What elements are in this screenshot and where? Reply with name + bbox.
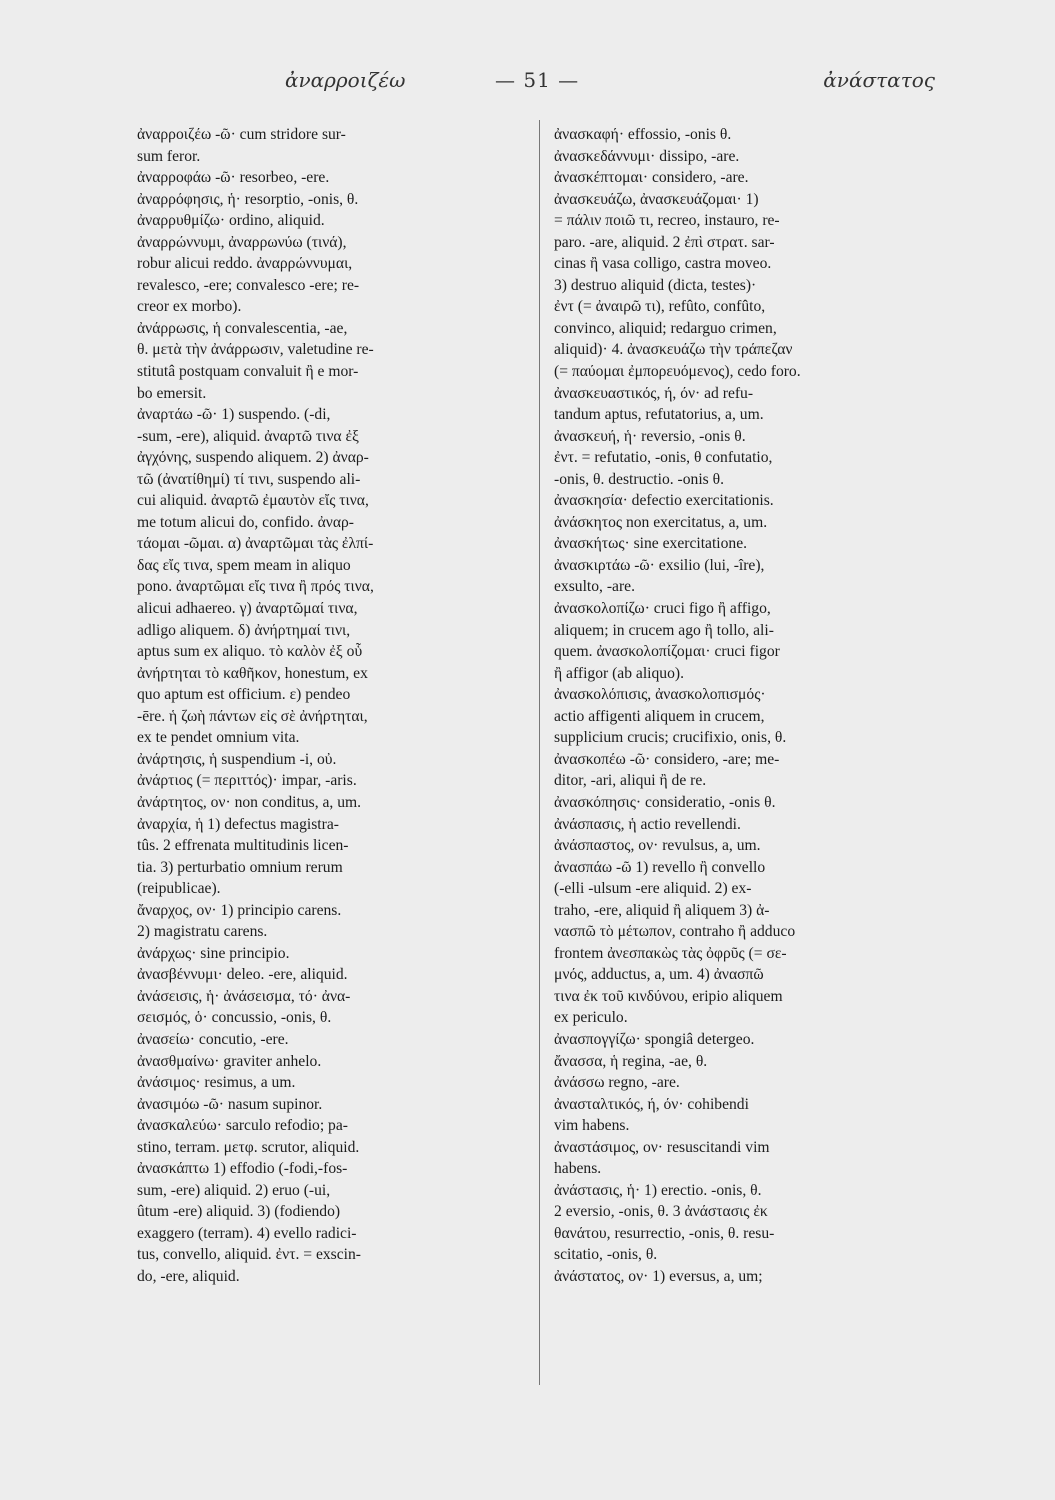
dictionary-line: revalesco, -ere; convalesco -ere; re- [137, 276, 360, 294]
dictionary-line: quo aptum est officium. ε) pendeo [137, 686, 351, 704]
dictionary-line: alicui adhaereo. γ) ἀναρτῶμαί τινα, [137, 600, 358, 618]
dictionary-line: ἀνασκεδάννυμι· dissipo, -are. [554, 147, 740, 165]
dictionary-line: ûtum -ere) aliquid. 3) (fodiendo) [137, 1203, 341, 1221]
dictionary-line: aliquem; in crucem ago ἢ tollo, ali- [554, 621, 774, 639]
dictionary-line: δας εἴς τινα, spem meam in aliquo [137, 556, 351, 574]
dictionary-line: ἀνάρτιος (= περιττός)· impar, -aris. [137, 772, 357, 790]
dictionary-line: tus, convello, aliquid. ἐντ. = exscin- [137, 1246, 361, 1264]
column-divider [539, 120, 540, 1385]
dictionary-line: cinas ἢ vasa colligo, castra moveo. [554, 255, 772, 273]
dictionary-line: σεισμός, ὁ· concussio, -onis, θ. [137, 1009, 332, 1027]
dictionary-line: robur alicui reddo. ἀναρρώννυμαι, [137, 255, 353, 273]
dictionary-line: ἀνάσκητος non exercitatus, a, um. [554, 513, 768, 531]
dictionary-line: ἐντ. = refutatio, -onis, θ confutatio, [554, 449, 773, 467]
dictionary-line: vim habens. [554, 1117, 630, 1135]
left-column [137, 124, 537, 1288]
dictionary-line: scitatio, -onis, θ. [554, 1246, 658, 1264]
dictionary-line: supplicium crucis; crucifixio, onis, θ. [554, 729, 787, 747]
dictionary-line: ἀνασκευή, ἡ· reversio, -onis θ. [554, 427, 746, 445]
dictionary-line: ἀνασπάω -ῶ 1) revello ἢ convello [554, 858, 766, 876]
dictionary-line: ἀνάσπαστος, ον· revulsus, a, um. [554, 837, 761, 855]
dictionary-line: ἀνασταλτικός, ή, όν· cohibendi [554, 1095, 749, 1113]
dictionary-line: ἀνάρχως· sine principio. [137, 944, 290, 962]
dictionary-line: frontem ἀνεσπακὼς τὰς ὀφρῦς (= σε- [554, 944, 787, 962]
dictionary-line: ἀνασκόπησις· consideratio, -onis θ. [554, 793, 776, 811]
dictionary-line: ἀνασκευάζω, ἀνασκευάζομαι· 1) [554, 190, 759, 208]
dictionary-line: ἀνασκευαστικός, ή, όν· ad refu- [554, 384, 754, 402]
dictionary-line: paro. -are, aliquid. 2 ἐπὶ στρατ. sar- [554, 233, 775, 251]
dictionary-line: ἀνάρρωσις, ἡ convalescentia, -ae, [137, 319, 348, 337]
right-guide-word: ἀνάστατος [823, 68, 935, 92]
dictionary-line: quem. ἀνασκολοπίζομαι· cruci figor [554, 643, 780, 661]
dictionary-line: pono. ἀναρτῶμαι εἴς τινα ἢ πρός τινα, [137, 578, 374, 596]
dictionary-line: θ. μετὰ τὴν ἀνάρρωσιν, valetudine re- [137, 341, 374, 359]
dictionary-line: stino, terram. μετφ. scrutor, aliquid. [137, 1138, 360, 1156]
dictionary-line: ἀνασιμόω -ῶ· nasum supinor. [137, 1095, 323, 1113]
dictionary-line: νασπῶ τὸ μέτωπον, contraho ἢ adduco [554, 923, 796, 941]
dictionary-line: ἀνάσπασις, ἡ actio revellendi. [554, 815, 741, 833]
dictionary-line: ἀνασκοπέω -ῶ· considero, -are; me- [554, 750, 780, 768]
dictionary-line: -ēre. ἡ ζωὴ πάντων εἰς σὲ ἀνήρτηται, [137, 707, 368, 725]
dictionary-line: do, -ere, aliquid. [137, 1267, 240, 1285]
dictionary-line: ἀναρχία, ἡ 1) defectus magistra- [137, 815, 339, 833]
dictionary-line: ἀνάσιμος· resimus, a um. [137, 1074, 296, 1092]
dictionary-line: τῶ (ἀνατίθημί) τί τινι, suspendo ali- [137, 470, 361, 488]
dictionary-line: adligo aliquem. δ) ἀνήρτημαί τινι, [137, 621, 351, 639]
dictionary-line: ἀνάστασις, ἡ· 1) erectio. -onis, θ. [554, 1181, 762, 1199]
dictionary-line: 2) magistratu carens. [137, 923, 268, 941]
dictionary-line: ἀνασκολόπισις, ἀνασκολοπισμός· [554, 686, 766, 704]
dictionary-line: (reipublicae). [137, 880, 221, 898]
dictionary-line: ἀνασκολοπίζω· cruci figo ἢ affigo, [554, 600, 771, 618]
dictionary-line: (= παύομαι ἐμπορευόμενος), cedo foro. [554, 363, 801, 381]
dictionary-line: ἀνασκήτως· sine exercitatione. [554, 535, 748, 553]
dictionary-line: cui aliquid. ἀναρτῶ ἐμαυτὸν εἴς τινα, [137, 492, 369, 510]
dictionary-line: 2 eversio, -onis, θ. 3 ἀνάστασις ἐκ [554, 1203, 768, 1221]
dictionary-line: ἀνάστατος, ον· 1) eversus, a, um; [554, 1267, 763, 1285]
dictionary-line: ἀναρτάω -ῶ· 1) suspendo. (-di, [137, 406, 331, 424]
dictionary-line: exaggero (terram). 4) evello radici- [137, 1224, 357, 1242]
dictionary-line: tia. 3) perturbatio omnium rerum [137, 858, 343, 876]
page-number: — 51 — [495, 68, 580, 92]
dictionary-line: tûs. 2 effrenata multitudinis licen- [137, 837, 349, 855]
dictionary-line: ἀνασκαλεύω· sarculo refodio; pa- [137, 1117, 348, 1135]
dictionary-line: ἀναρροφάω -ῶ· resorbeo, -ere. [137, 169, 330, 187]
dictionary-line: ἀνασβέννυμι· deleo. -ere, aliquid. [137, 966, 348, 984]
dictionary-line: ἀνασκησία· defectio exercitationis. [554, 492, 774, 510]
dictionary-line: μνός, adductus, a, um. 4) ἀνασπῶ [554, 966, 764, 984]
dictionary-line: ἀνασκάπτω 1) effodio (-fodi,-fos- [137, 1160, 348, 1178]
page-header [135, 68, 965, 102]
dictionary-line: sum, -ere) aliquid. 2) eruo (-ui, [137, 1181, 331, 1199]
dictionary-line: actio affigenti aliquem in crucem, [554, 707, 765, 725]
dictionary-line: ἀνασπογγίζω· spongiâ detergeo. [554, 1030, 755, 1048]
dictionary-line: tandum aptus, refutatorius, a, um. [554, 406, 764, 424]
dictionary-line: ditor, -ari, aliqui ἢ de re. [554, 772, 707, 790]
dictionary-line: -onis, θ. destructio. -onis θ. [554, 470, 724, 488]
dictionary-line: aptus sum ex aliquo. τὸ καλὸν ἐξ οὗ [137, 643, 363, 661]
dictionary-line: creor ex morbo). [137, 298, 242, 316]
dictionary-line: stitutâ postquam convaluit ἢ e mor- [137, 363, 359, 381]
dictionary-line: ἢ affigor (ab aliquo). [554, 664, 684, 682]
dictionary-line: = πάλιν ποιῶ τι, recreo, instauro, re- [554, 212, 780, 230]
dictionary-line: ex te pendet omnium vita. [137, 729, 300, 747]
dictionary-line: ἀνάσεισις, ἡ· ἀνάσεισμα, τό· ἀνα- [137, 987, 351, 1005]
dictionary-line: ex periculo. [554, 1009, 628, 1027]
dictionary-line: ἀναστάσιμος, ον· resuscitandi vim [554, 1138, 770, 1156]
dictionary-line: θανάτου, resurrectio, -onis, θ. resu- [554, 1224, 775, 1242]
dictionary-line: ἀνήρτηται τὸ καθῆκον, honestum, ex [137, 664, 368, 682]
dictionary-line: exsulto, -are. [554, 578, 635, 596]
dictionary-line: ἀγχόνης, suspendo aliquem. 2) ἀναρ- [137, 449, 369, 467]
dictionary-line: ἀνασκέπτομαι· considero, -are. [554, 169, 749, 187]
dictionary-line: aliquid)· 4. ἀνασκευάζω τὴν τράπεζαν [554, 341, 793, 359]
dictionary-line: ἀνασθμαίνω· graviter anhelo. [137, 1052, 322, 1070]
dictionary-line: (-elli -ulsum -ere aliquid. 2) ex- [554, 880, 752, 898]
dictionary-line: convinco, aliquid; redarguo crimen, [554, 319, 777, 337]
dictionary-line: habens. [554, 1160, 602, 1178]
left-guide-word: ἀναρροιζέω [285, 68, 406, 92]
dictionary-line: τάομαι -ῶμαι. α) ἀναρτῶμαι τὰς ἐλπί- [137, 535, 374, 553]
dictionary-line: ἐντ (= ἀναιρῶ τι), refûto, confûto, [554, 298, 766, 316]
dictionary-line: ἄνασσα, ἡ regina, -ae, θ. [554, 1052, 708, 1070]
dictionary-line: ἀναρρυθμίζω· ordino, aliquid. [137, 212, 325, 230]
dictionary-line: ἀνάσσω regno, -are. [554, 1074, 680, 1092]
dictionary-line: bo emersit. [137, 384, 207, 402]
dictionary-line: me totum alicui do, confido. ἀναρ- [137, 513, 354, 531]
dictionary-line: ἄναρχος, ον· 1) principio carens. [137, 901, 342, 919]
dictionary-line: sum feror. [137, 147, 201, 165]
dictionary-line: ἀνάρτησις, ἡ suspendium -i, οὐ. [137, 750, 337, 768]
dictionary-line: ἀναρρόφησις, ἡ· resorptio, -onis, θ. [137, 190, 359, 208]
dictionary-line: ἀναρροιζέω -ῶ· cum stridore sur- [137, 126, 346, 143]
dictionary-line: traho, -ere, aliquid ἢ aliquem 3) ἀ- [554, 901, 770, 919]
dictionary-line: τινα ἐκ τοῦ κινδύνου, eripio aliquem [554, 987, 783, 1005]
dictionary-line: -sum, -ere), aliquid. ἀναρτῶ τινα ἐξ [137, 427, 359, 445]
dictionary-line: ἀναρρώννυμι, ἀναρρωνύω (τινά), [137, 233, 347, 251]
dictionary-line: 3) destruo aliquid (dicta, testes)· [554, 276, 757, 294]
dictionary-line: ἀνασκιρτάω -ῶ· exsilio (lui, -îre), [554, 556, 765, 574]
dictionary-line: ἀνάρτητος, ον· non conditus, a, um. [137, 793, 362, 811]
right-column [554, 124, 952, 1288]
dictionary-line: ἀνασκαφή· effossio, -onis θ. [554, 126, 732, 143]
dictionary-line: ἀνασείω· concutio, -ere. [137, 1030, 289, 1048]
